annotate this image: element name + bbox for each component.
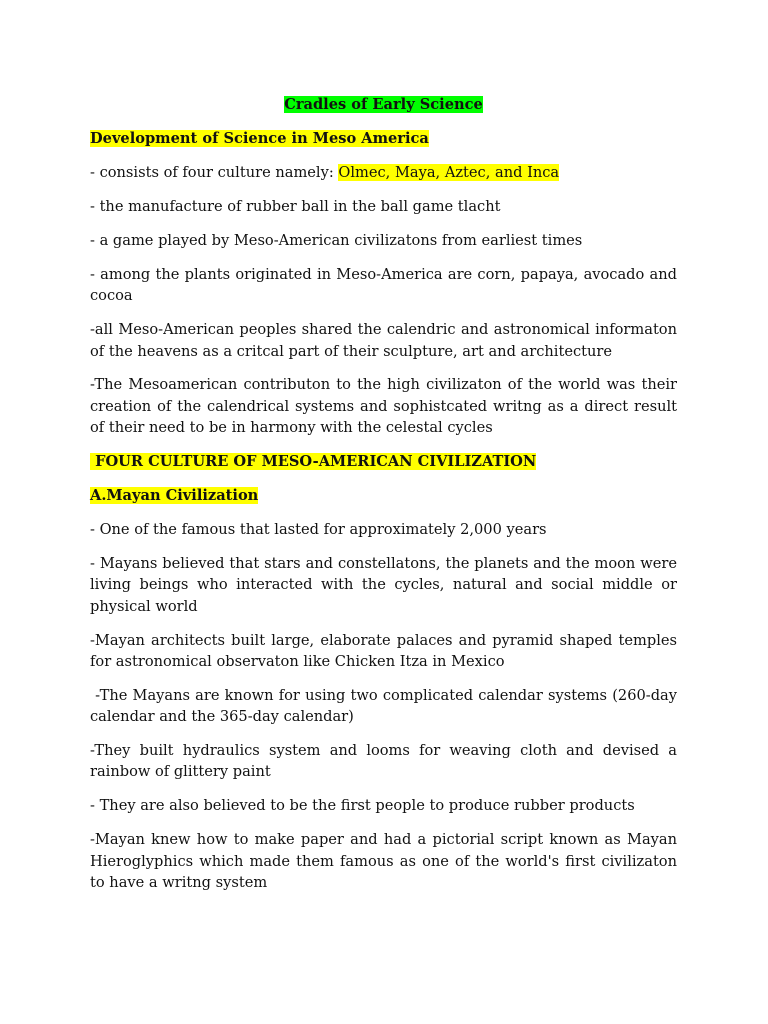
paragraph-game-played: - a game played by Meso-American civilizatons from earliest times bbox=[90, 231, 583, 249]
subsection-heading-line bbox=[90, 485, 677, 506]
section-heading-line bbox=[90, 128, 677, 149]
paragraph-mayan-calendars: -The Mayans are known for using two complicated calendar systems (260-day calendar and the 365-day calendar) bbox=[90, 686, 682, 726]
paragraph-calendric: -all Meso-American peoples shared the calendric and astronomical informaton of the heavens as a critcal part of their sculpture, art and architecture bbox=[90, 321, 677, 360]
paragraph-mayan-hydraulics: -They built hydraulics system and looms for weaving cloth and devised a rainbow of glittery paint bbox=[90, 742, 677, 781]
paragraph-plants: - among the plants originated in Meso-America are corn, papaya, avocado and cocoa bbox=[90, 265, 677, 305]
document-page bbox=[90, 94, 682, 906]
paragraph-mayan-beliefs: - Mayans believed that stars and constellatons, the planets and the moon were living beings who interacted with the cycles, natural and social middle or physical world bbox=[90, 555, 677, 615]
section-heading-meso-america: Development of Science in Meso America bbox=[90, 129, 429, 147]
paragraph-mayan-duration: - One of the famous that lasted for approximately 2,000 years bbox=[90, 521, 547, 539]
highlighted-culture-list: Olmec, Maya, Aztec, and Inca bbox=[338, 163, 560, 181]
paragraph-mayan-rubber: - They are also believed to be the first people to produce rubber products bbox=[90, 797, 635, 815]
paragraph-mayan-architects: -Mayan architects built large, elaborate palaces and pyramid shaped temples for astronomical observaton like Chicken Itza in Mexico bbox=[90, 631, 677, 670]
document-title: Cradles of Early Science bbox=[284, 96, 483, 113]
paragraph-mayan-writing: -Mayan knew how to make paper and had a pictorial script known as Mayan Hieroglyphics which made them famous as one of the world's first civilizaton to have a writng system bbox=[90, 831, 677, 892]
paragraph-four-cultures bbox=[90, 162, 677, 183]
paragraph-contribution: -The Mesoamerican contributon to the high civilizaton of the world was their creation of the calendrical systems and sophistcated writng as a direct result of their need to be in harmony with the celestal cycles bbox=[90, 376, 677, 437]
paragraph-rubber-ball: - the manufacture of rubber ball in the ball game tlacht bbox=[90, 197, 501, 215]
paragraph-four-cultures-text: - consists of four culture namely: bbox=[90, 163, 339, 181]
section-heading-four-culture-line bbox=[90, 451, 677, 472]
document-title-line bbox=[90, 94, 677, 115]
section-heading-four-culture: FOUR CULTURE OF MESO-AMERICAN CIVILIZATION bbox=[90, 453, 537, 471]
subsection-heading-mayan: A.Mayan Civilization bbox=[90, 487, 259, 505]
